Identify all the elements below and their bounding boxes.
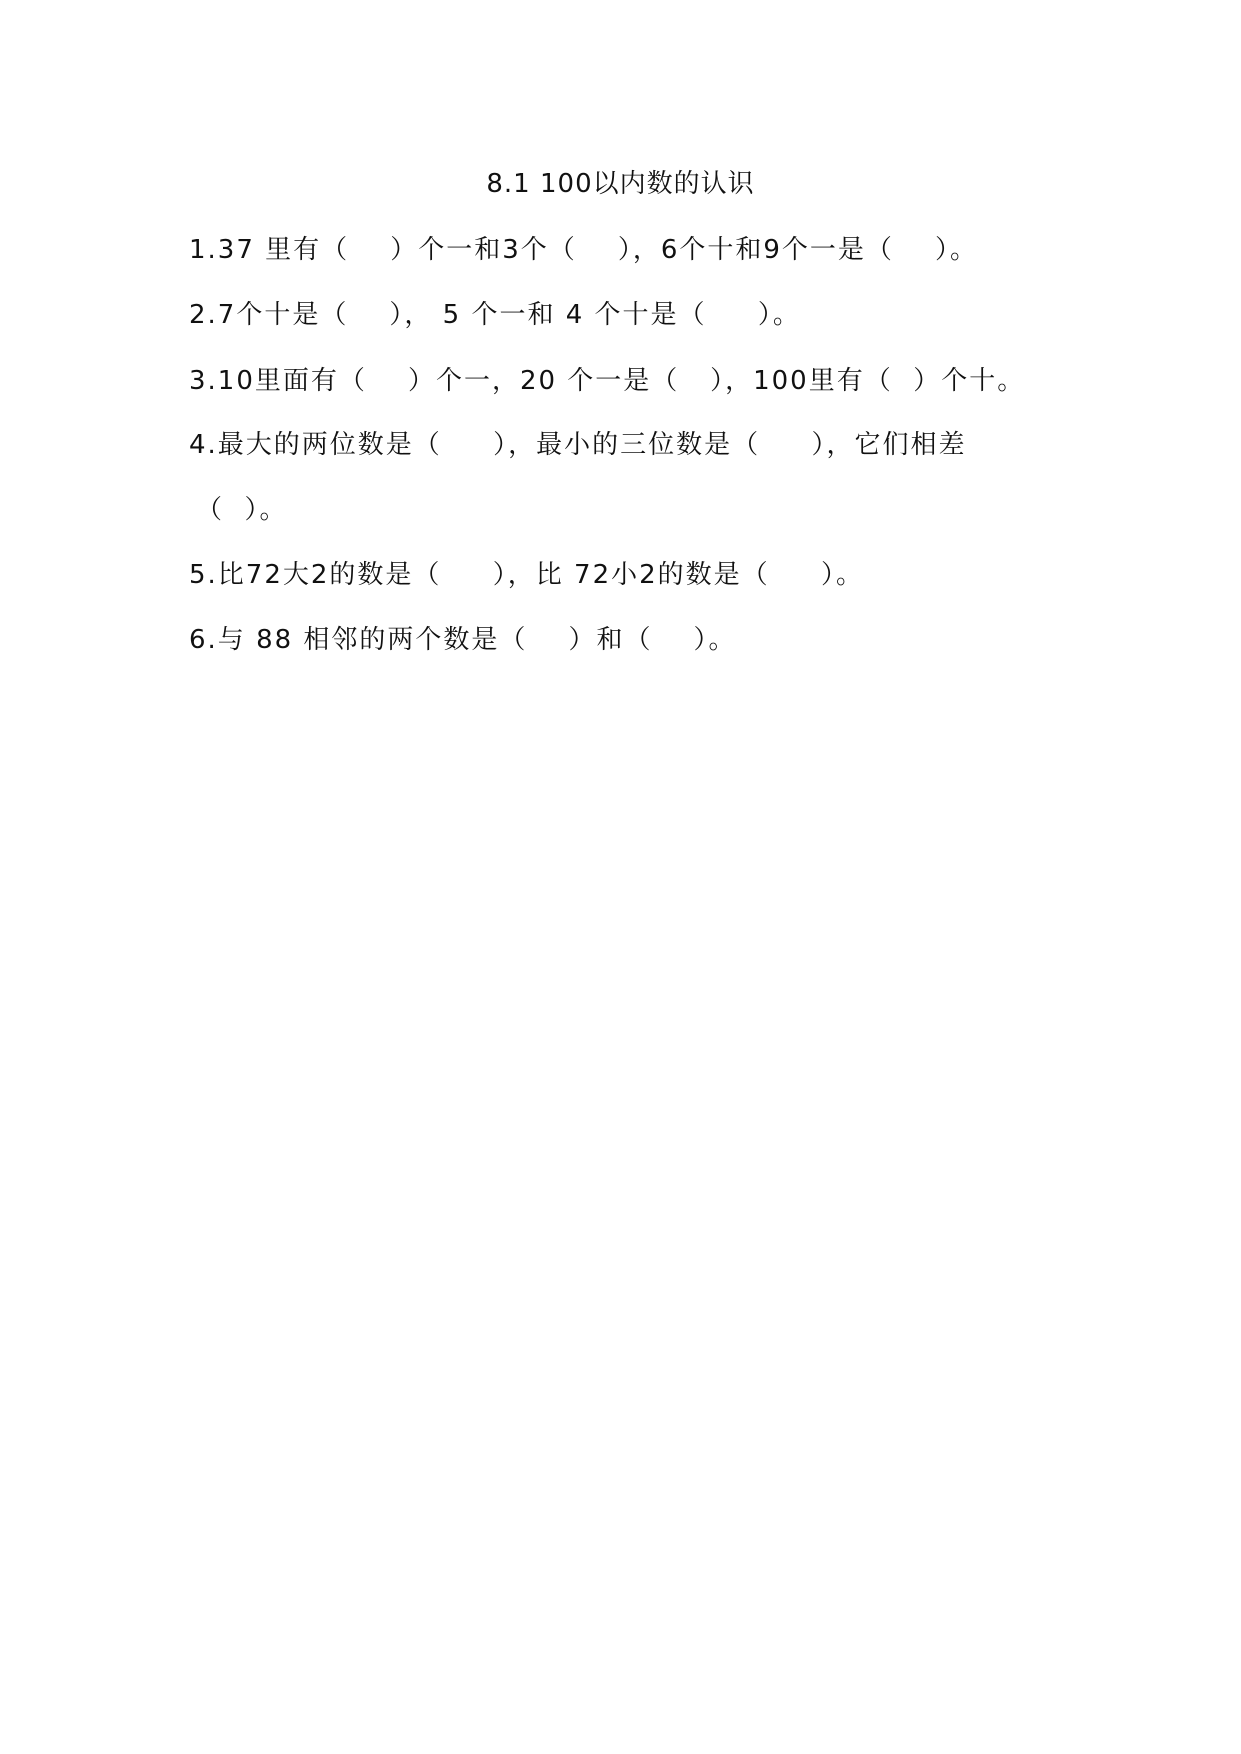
question-6: 6.与 88 相邻的两个数是（ ）和（ ）。 (189, 625, 737, 655)
question-4: 4.最大的两位数是（ ），最小的三位数是（ ），它们相差 (189, 430, 967, 460)
question-4-continuation: （ ）。 (196, 495, 288, 525)
question-5: 5.比72大2的数是（ ），比 72小2的数是（ ）。 (189, 560, 864, 590)
page-title: 8.1 100以内数的认识 (486, 169, 755, 199)
question-3: 3.10里面有（ ）个一，20 个一是（ ），100里有（ ）个十。 (189, 366, 1026, 396)
question-1: 1.37 里有（ ）个一和3个（ ），6个十和9个一是（ ）。 (189, 235, 978, 265)
question-2: 2.7个十是（ ）， 5 个一和 4 个十是（ ）。 (189, 300, 801, 330)
